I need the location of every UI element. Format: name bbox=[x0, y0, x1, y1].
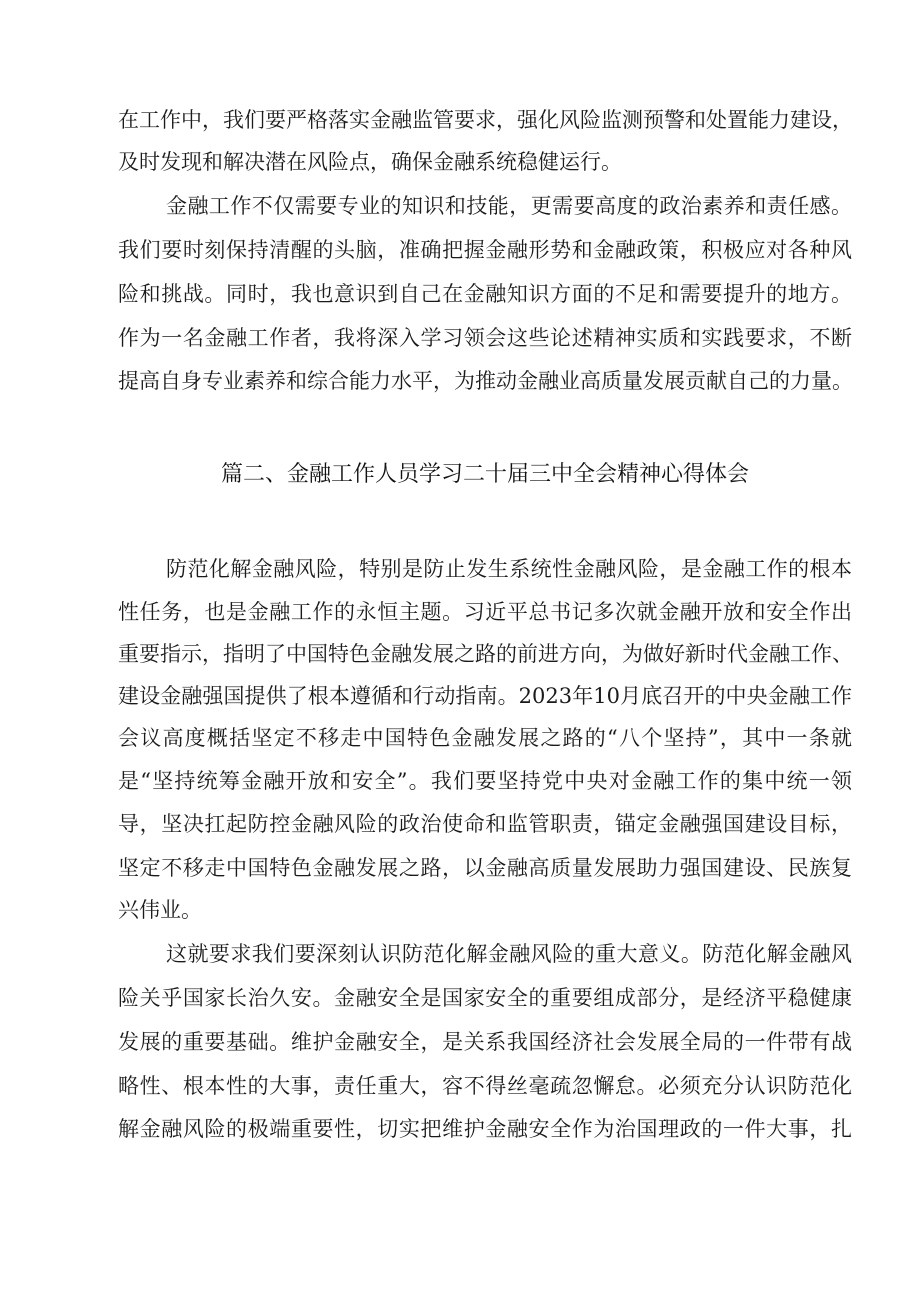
text-line: 性任务，也是金融工作的永恒主题。习近平总书记多次就金融开放和安全作出 bbox=[118, 600, 852, 624]
text-line: 重要指示，指明了中国特色金融发展之路的前进方向，为做好新时代金融工作、 bbox=[118, 642, 853, 666]
text-line: 导，坚决扛起防控金融风险的政治使命和监管职责，锚定金融强国建设目标， bbox=[118, 812, 852, 836]
text-line: 建设金融强国提供了根本遵循和行动指南。2023年10月底召开的中央金融工作 bbox=[118, 684, 852, 708]
text-line: 防范化解金融风险，特别是防止发生系统性金融风险，是金融工作的根本 bbox=[166, 557, 852, 581]
text-line: 在工作中，我们要严格落实金融监管要求，强化风险监测预警和处置能力建设， bbox=[118, 108, 853, 132]
text-line: 是“坚持统筹金融开放和安全”。我们要坚持党中央对金融工作的集中统一领 bbox=[118, 769, 852, 793]
text-line: 险关乎国家长治久安。金融安全是国家安全的重要组成部分，是经济平稳健康 bbox=[118, 986, 852, 1010]
text-line: 作为一名金融工作者，我将深入学习领会这些论述精神实质和实践要求，不断 bbox=[118, 326, 852, 350]
text-line: 及时发现和解决潜在风险点，确保金融系统稳健运行。 bbox=[118, 150, 622, 174]
text-line: 这就要求我们要深刻认识防范化解金融风险的重大意义。防范化解金融风 bbox=[166, 942, 852, 966]
text-line: 解金融风险的极端重要性，切实把维护金融安全作为治国理政的一件大事，扎 bbox=[118, 1117, 852, 1141]
text-line: 我们要时刻保持清醒的头脑，准确把握金融形势和金融政策，积极应对各种风 bbox=[118, 238, 852, 262]
text-line: 坚定不移走中国特色金融发展之路，以金融高质量发展助力强国建设、民族复 bbox=[118, 856, 852, 880]
text-line: 会议高度概括坚定不移走中国特色金融发展之路的“八个坚持”，其中一条就 bbox=[118, 726, 852, 750]
text-line: 兴伟业。 bbox=[118, 898, 202, 922]
text-line: 略性、根本性的大事，责任重大，容不得丝毫疏忽懈怠。必须充分认识防范化 bbox=[118, 1074, 852, 1098]
text-line: 提高自身专业素养和综合能力水平，为推动金融业高质量发展贡献自己的力量。 bbox=[118, 369, 853, 393]
text-line: 险和挑战。同时，我也意识到自己在金融知识方面的不足和需要提升的地方。 bbox=[118, 282, 852, 306]
text-line: 金融工作不仅需要专业的知识和技能，更需要高度的政治素养和责任感。 bbox=[166, 194, 852, 218]
text-line: 发展的重要基础。维护金融安全，是关系我国经济社会发展全局的一件带有战 bbox=[118, 1030, 852, 1054]
section-heading: 篇二、金融工作人员学习二十届三中全会精神心得体会 bbox=[220, 462, 749, 487]
